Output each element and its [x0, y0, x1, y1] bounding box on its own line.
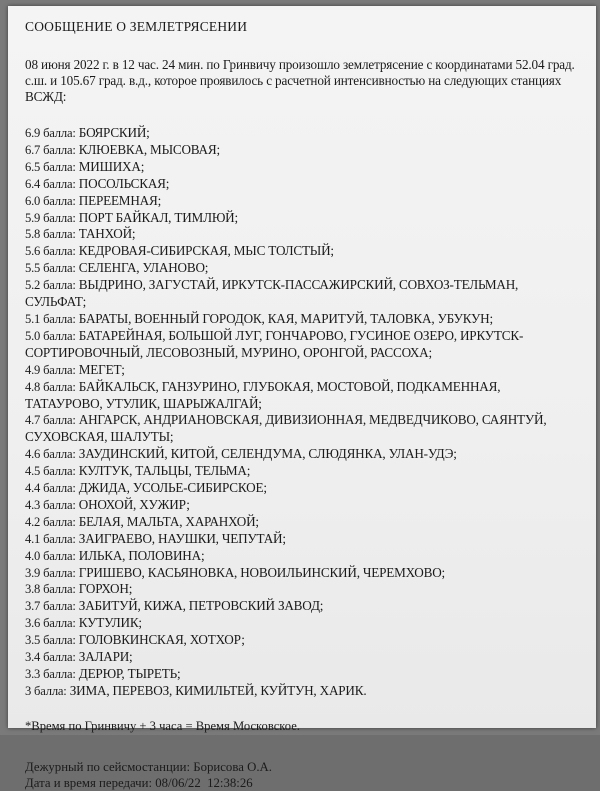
intensity-row [25, 480, 595, 497]
intensity-value: 4.4 балла: [25, 481, 76, 496]
station-names: БАЙКАЛЬСК, ГАНЗУРИНО, ГЛУБОКАЯ, МОСТОВОЙ, ПОДКАМЕННАЯ, ТАТАУРОВО, УТУЛИК, ШАРЫЖАЛГАЙ; [25, 378, 501, 411]
station-names: ПОСОЛЬСКАЯ; [78, 175, 170, 191]
station-names: ЗАИГРАЕВО, НАУШКИ, ЧЕПУТАЙ; [78, 530, 286, 546]
station-names: КУТУЛИК; [78, 615, 142, 631]
intensity-value: 6.7 балла: [25, 142, 76, 157]
intensity-row [25, 243, 595, 260]
intensity-value: 5.6 балла: [25, 244, 76, 259]
station-names: МЕГЕТ; [78, 361, 125, 377]
station-names: ГРИШЕВО, КАСЬЯНОВКА, НОВОИЛЬИНСКИЙ, ЧЕРЕМХОВО; [78, 564, 446, 580]
intensity-row [25, 379, 595, 413]
document-intro: 08 июня 2022 г. в 12 час. 24 мин. по Гринвичу произошло землетрясение с координатами 52.04 град. с.ш. и 105.67 град. в.д., которое проявилось с расчетной интенсивностью на следующих станциях ВСЖД: [25, 57, 575, 104]
intensity-row [25, 463, 595, 480]
station-names: ГОРХОН; [78, 581, 133, 597]
intensity-value: 5.1 балла: [25, 311, 76, 326]
intensity-row [25, 531, 595, 548]
station-names: СЕЛЕНГА, УЛАНОВО; [78, 260, 209, 276]
intensity-value: 5.2 балла: [25, 278, 76, 293]
intensity-row [25, 412, 595, 446]
intensity-row [25, 666, 595, 683]
intensity-row [25, 497, 595, 514]
intensity-list [25, 125, 595, 700]
station-names: АНГАРСК, АНДРИАНОВСКАЯ, ДИВИЗИОННАЯ, МЕДВЕДЧИКОВО, САЯНТУЙ, СУХОВСКАЯ, ШАЛУТЫ; [25, 412, 547, 445]
station-names: КЕДРОВАЯ-СИБИРСКАЯ, МЫС ТОЛСТЫЙ; [78, 243, 334, 259]
intensity-value: 5.5 балла: [25, 261, 76, 276]
station-names: КУЛТУК, ТАЛЬЦЫ, ТЕЛЬМА; [78, 463, 251, 479]
intensity-row [25, 311, 595, 328]
intensity-value: 3.5 балла: [25, 633, 76, 648]
document-footer [25, 759, 595, 791]
document-body [25, 18, 595, 791]
intensity-value: 4.7 балла: [25, 413, 76, 428]
intensity-row [25, 649, 595, 666]
time-note: *Время по Гринвичу + 3 часа = Время Московское. [25, 718, 300, 733]
intensity-row [25, 328, 595, 362]
intensity-value: 3.7 балла: [25, 599, 76, 614]
station-names: ЗАУДИНСКИЙ, КИТОЙ, СЕЛЕНДУМА, СЛЮДЯНКА, УЛАН-УДЭ; [78, 446, 457, 462]
intensity-value: 5.9 балла: [25, 210, 76, 225]
station-names: БЕЛАЯ, МАЛЬТА, ХАРАНХОЙ; [78, 513, 259, 529]
intensity-value: 4.0 балла: [25, 548, 76, 563]
transmission-datetime: Дата и время передачи: 08/06/22 12:38:26 [25, 775, 253, 790]
intensity-value: 6.5 балла: [25, 159, 76, 174]
station-names: ОНОХОЙ, ХУЖИР; [78, 496, 190, 512]
intensity-row [25, 683, 595, 700]
intensity-row [25, 277, 595, 311]
intensity-row [25, 125, 595, 142]
intensity-value: 6.4 балла: [25, 176, 76, 191]
intensity-value: 3.4 балла: [25, 650, 76, 665]
intensity-value: 4.5 балла: [25, 464, 76, 479]
intensity-value: 6.0 балла: [25, 193, 76, 208]
intensity-row [25, 581, 595, 598]
intensity-value: 3.8 балла: [25, 582, 76, 597]
intensity-value: 5.0 балла: [25, 328, 76, 343]
intensity-row [25, 632, 595, 649]
document-title: СООБЩЕНИЕ О ЗЕМЛЕТРЯСЕНИИ [25, 19, 248, 34]
intensity-value: 3.3 балла: [25, 667, 76, 681]
station-names: ГОЛОВКИНСКАЯ, ХОТХОР; [78, 632, 245, 648]
station-names: ДЕРЮР, ТЫРЕТЬ; [78, 666, 181, 681]
intensity-row [25, 548, 595, 565]
intensity-row [25, 210, 595, 227]
station-names: БАРАТЫ, ВОЕННЫЙ ГОРОДОК, КАЯ, МАРИТУЙ, ТАЛОВКА, УБУКУН; [78, 310, 493, 326]
intensity-value: 3.6 балла: [25, 616, 76, 631]
intensity-value: 6.9 балла: [25, 126, 76, 140]
intensity-row [25, 193, 595, 210]
intensity-row [25, 446, 595, 463]
station-names: ЗАБИТУЙ, КИЖА, ПЕТРОВСКИЙ ЗАВОД; [78, 598, 324, 614]
station-names: БОЯРСКИЙ; [78, 125, 150, 140]
intensity-value: 3 балла: [25, 683, 67, 698]
intensity-value: 4.2 балла: [25, 514, 76, 529]
document-page [8, 6, 596, 790]
station-names: КЛЮЕВКА, МЫСОВАЯ; [78, 141, 220, 157]
intensity-row [25, 615, 595, 632]
intensity-row [25, 226, 595, 243]
station-names: БАТАРЕЙНАЯ, БОЛЬШОЙ ЛУГ, ГОНЧАРОВО, ГУСИНОЕ ОЗЕРО, ИРКУТСК- СОРТИРОВОЧНЫЙ, ЛЕСОВОЗНЫЙ, МУРИНО, ОРОНГОЙ, РАССОХА; [25, 327, 524, 360]
intensity-row [25, 362, 595, 379]
intensity-value: 3.9 балла: [25, 565, 76, 580]
intensity-row [25, 159, 595, 176]
intensity-row [25, 565, 595, 582]
intensity-row [25, 260, 595, 277]
intensity-value: 4.1 балла: [25, 531, 76, 546]
intensity-row [25, 176, 595, 193]
intensity-value: 5.8 балла: [25, 227, 76, 242]
intensity-row [25, 142, 595, 159]
intensity-value: 4.9 балла: [25, 362, 76, 377]
station-names: ТАНХОЙ; [78, 226, 136, 242]
intensity-value: 4.8 балла: [25, 379, 76, 394]
intensity-value: 4.3 балла: [25, 497, 76, 512]
intensity-row [25, 514, 595, 531]
intensity-row [25, 598, 595, 615]
duty-officer: Дежурный по сейсмостанции: Борисова О.А. [25, 759, 272, 774]
station-names: ПЕРЕЕМНАЯ; [78, 192, 162, 208]
station-names: ЗИМА, ПЕРЕВОЗ, КИМИЛЬТЕЙ, КУЙТУН, ХАРИК. [69, 682, 367, 698]
station-names: ВЫДРИНО, ЗАГУСТАЙ, ИРКУТСК-ПАССАЖИРСКИЙ, СОВХОЗ-ТЕЛЬМАН, СУЛЬФАТ; [25, 277, 519, 310]
station-names: ИЛЬКА, ПОЛОВИНА; [78, 547, 205, 563]
intensity-value: 4.6 балла: [25, 447, 76, 462]
station-names: ПОРТ БАЙКАЛ, ТИМЛЮЙ; [78, 209, 238, 225]
station-names: МИШИХА; [78, 158, 145, 174]
station-names: ЗАЛАРИ; [78, 649, 133, 665]
station-names: ДЖИДА, УСОЛЬЕ-СИБИРСКОЕ; [78, 480, 267, 496]
